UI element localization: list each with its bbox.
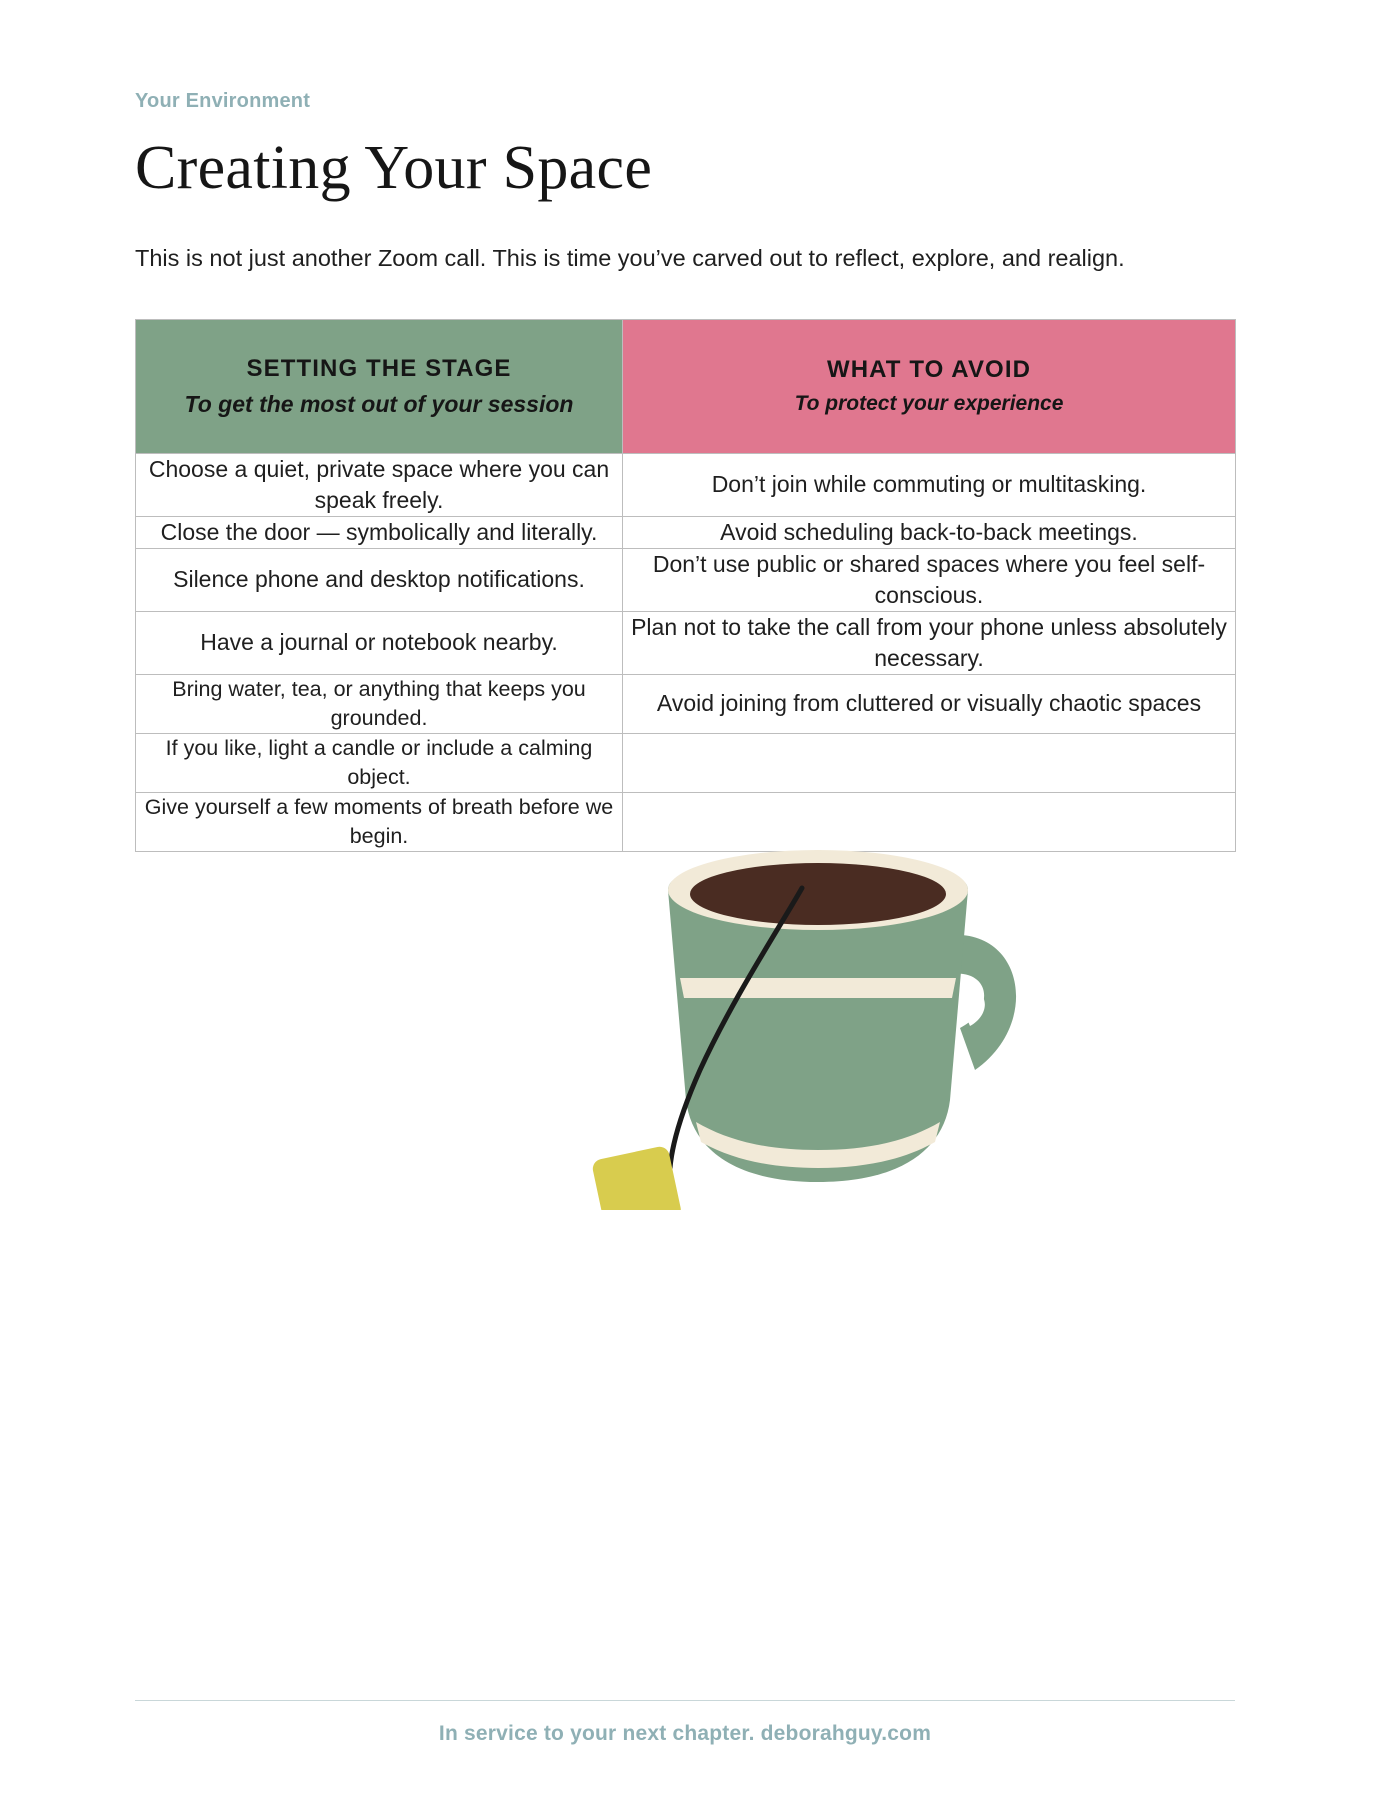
stage-cell: If you like, light a candle or include a calming object.	[136, 733, 623, 792]
footer-text: In service to your next chapter. deborahguy.com	[438, 1722, 932, 1745]
table-row	[136, 548, 1236, 611]
avoid-cell: Don’t use public or shared spaces where you feel self-conscious.	[623, 548, 1236, 611]
checklist-table-wrapper	[135, 319, 1235, 852]
left-edge-rule	[0, 0, 9, 1812]
stage-cell: Silence phone and desktop notifications.	[136, 548, 623, 611]
checklist-table	[135, 319, 1236, 852]
table-row	[136, 733, 1236, 792]
column-subtitle: To protect your experience	[794, 392, 1064, 416]
table-header-row	[136, 319, 1236, 453]
stage-cell: Have a journal or notebook nearby.	[136, 611, 623, 674]
table-row	[136, 453, 1236, 516]
column-title: WHAT TO AVOID	[826, 356, 1032, 384]
footer-divider	[135, 1700, 1235, 1701]
table-row	[136, 674, 1236, 733]
stage-cell: Close the door — symbolically and literally.	[136, 516, 623, 548]
page-content	[135, 0, 1235, 852]
column-title: SETTING THE STAGE	[246, 354, 512, 382]
intro-paragraph: This is not just another Zoom call. This is time you’ve carved out to reflect, explore, and realign.	[135, 244, 1125, 271]
page-title: Creating Your Space	[135, 134, 653, 202]
stage-cell: Choose a quiet, private space where you can speak freely.	[136, 453, 623, 516]
avoid-cell	[623, 733, 1236, 792]
eyebrow-label: Your Environment	[135, 90, 311, 112]
avoid-cell: Avoid scheduling back-to-back meetings.	[623, 516, 1236, 548]
column-header-setting-the-stage	[136, 319, 623, 453]
table-row	[136, 516, 1236, 548]
stage-cell: Give yourself a few moments of breath before we begin.	[136, 792, 623, 851]
table-row	[136, 792, 1236, 851]
stage-cell: Bring water, tea, or anything that keeps you grounded.	[136, 674, 623, 733]
column-subtitle: To get the most out of your session	[184, 390, 574, 417]
avoid-cell: Don’t join while commuting or multitasking.	[623, 453, 1236, 516]
column-header-what-to-avoid	[623, 319, 1236, 453]
avoid-cell: Avoid joining from cluttered or visually chaotic spaces	[623, 674, 1236, 733]
avoid-cell: Plan not to take the call from your phone unless absolutely necessary.	[623, 611, 1236, 674]
avoid-cell	[623, 792, 1236, 851]
table-row	[136, 611, 1236, 674]
